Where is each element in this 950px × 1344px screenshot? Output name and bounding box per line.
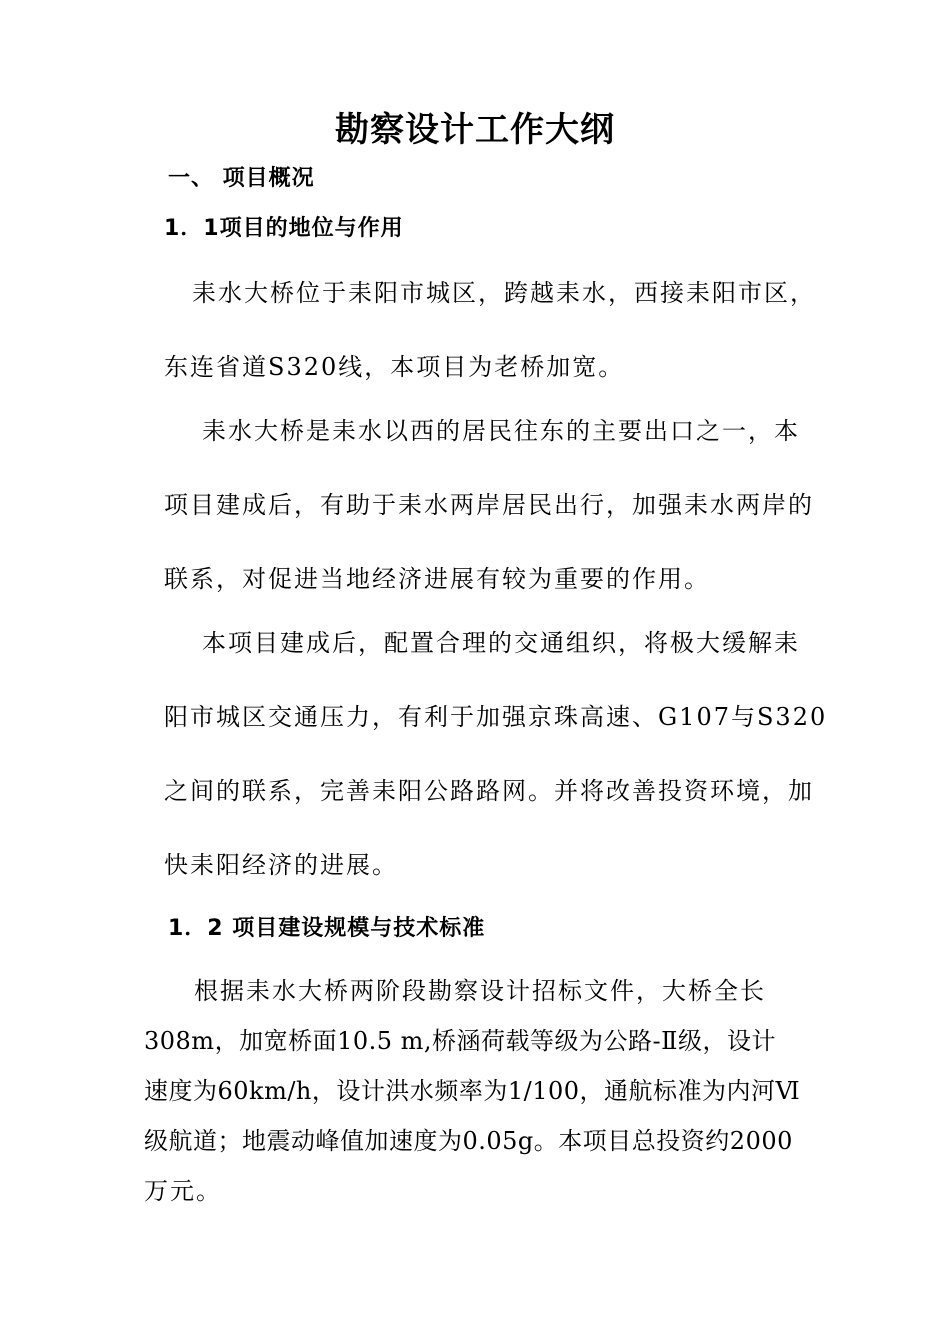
paragraph-line: 项目建成后，有助于耒水两岸居民出行，加强耒水两岸的 <box>164 491 814 519</box>
paragraph-line: 速度为60km/h，设计洪水频率为1/100，通航标准为内河Ⅵ <box>144 1077 801 1105</box>
paragraph-line: 联系，对促进当地经济进展有较为重要的作用。 <box>164 565 710 593</box>
paragraph-line: 阳市城区交通压力，有利于加强京珠高速、G107与S320 <box>164 703 828 731</box>
paragraph-line: 级航道；地震动峰值加速度为0.05g。本项目总投资约2000 <box>144 1127 793 1155</box>
document-title: 勘察设计工作大纲 <box>335 110 615 150</box>
paragraph-line: 耒水大桥是耒水以西的居民往东的主要出口之一，本 <box>202 417 800 445</box>
subsection-heading-1-2: 1．2 项目建设规模与技术标准 <box>168 916 486 941</box>
subsection-heading-1-1: 1．1项目的地位与作用 <box>164 216 404 241</box>
paragraph-line: 根据耒水大桥两阶段勘察设计招标文件，大桥全长 <box>194 977 766 1005</box>
section-heading-overview: 一、 项目概况 <box>168 166 315 191</box>
paragraph-line: 之间的联系，完善耒阳公路路网。并将改善投资环境，加 <box>164 777 814 805</box>
paragraph-line: 快耒阳经济的进展。 <box>164 851 398 879</box>
paragraph-line: 308m，加宽桥面10.5 m,桥涵荷载等级为公路-Ⅱ级，设计 <box>144 1027 776 1055</box>
paragraph-line: 东连省道S320线，本项目为老桥加宽。 <box>164 353 625 381</box>
paragraph-line: 万元。 <box>144 1177 222 1205</box>
paragraph-line: 本项目建成后，配置合理的交通组织，将极大缓解耒 <box>202 629 800 657</box>
paragraph-line: 耒水大桥位于耒阳市城区，跨越耒水，西接耒阳市区， <box>192 279 816 307</box>
